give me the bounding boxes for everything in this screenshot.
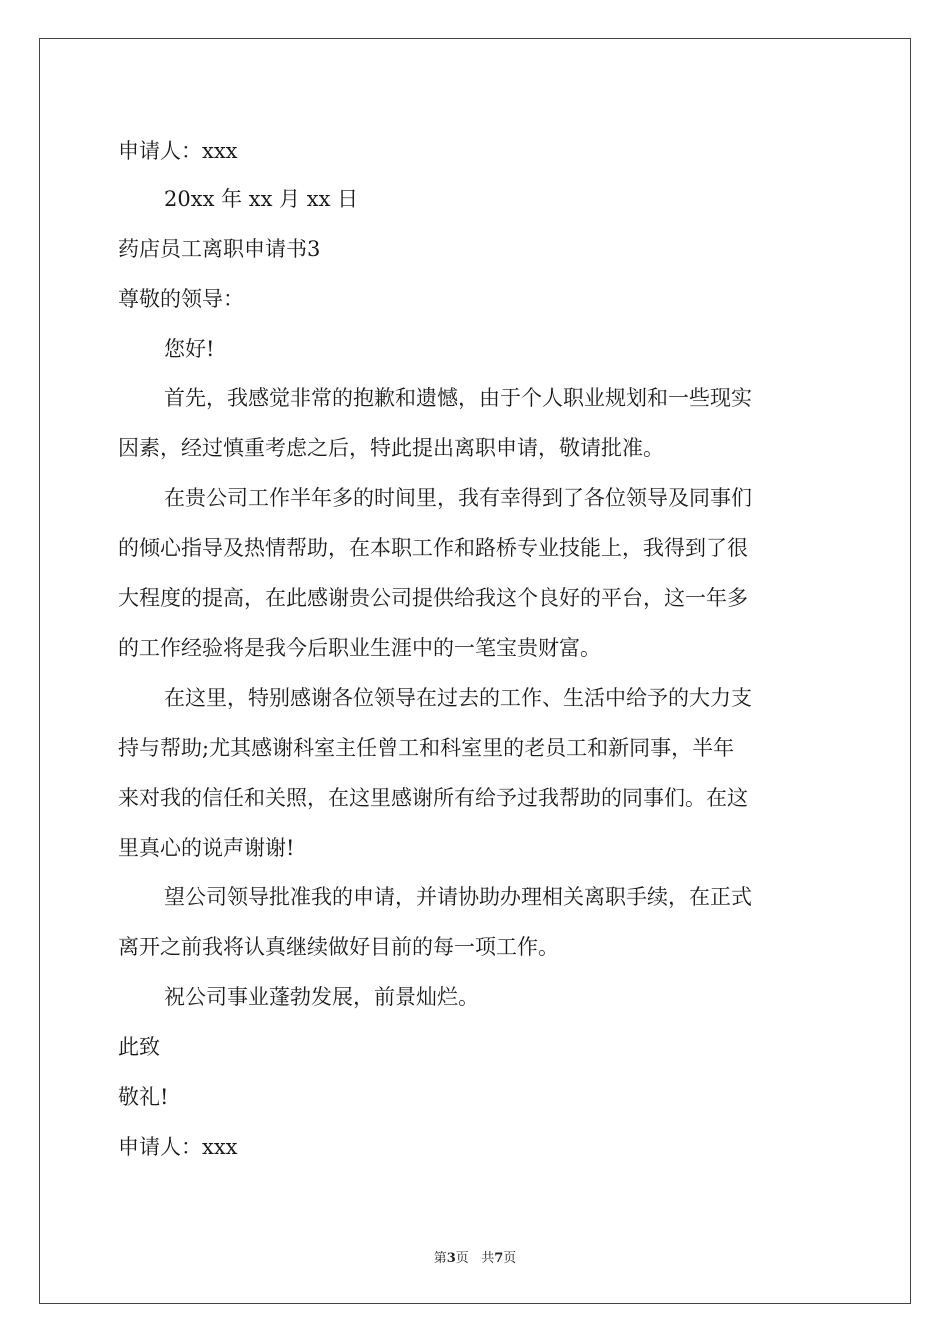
footer-page-prefix: 第 (433, 1251, 447, 1266)
body-line: 离开之前我将认真继续做好目前的每一项工作。 (118, 935, 559, 959)
body-line: 来对我的信任和关照，在这里感谢所有给予过我帮助的同事们。在这 (118, 786, 748, 810)
greeting: 您好! (164, 337, 215, 361)
footer-page-suffix: 页 (455, 1251, 469, 1266)
footer-total-suffix: 页 (503, 1251, 517, 1266)
body-line: 望公司领导批准我的申请，并请协助办理相关离职手续，在正式 (164, 885, 752, 909)
footer-total-prefix: 共 (481, 1251, 495, 1266)
body-line: 的倾心指导及热情帮助，在本职工作和路桥专业技能上，我得到了很 (118, 536, 748, 560)
body-line: 首先，我感觉非常的抱歉和遗憾，由于个人职业规划和一些现实 (164, 386, 752, 410)
footer-page-number: 3 (446, 1251, 456, 1266)
body-line: 祝公司事业蓬勃发展，前景灿烂。 (164, 985, 479, 1009)
salutation: 尊敬的领导： (118, 287, 244, 311)
footer-total-number: 7 (494, 1251, 504, 1266)
signature: 申请人：xxx (118, 1135, 238, 1159)
body-line: 大程度的提高，在此感谢贵公司提供给我这个良好的平台，这一年多 (118, 586, 748, 610)
body-line: 的工作经验将是我今后职业生涯中的一笔宝贵财富。 (118, 636, 601, 660)
page-footer (0, 1247, 950, 1266)
body-line: 在这里，特别感谢各位领导在过去的工作、生活中给予的大力支 (164, 686, 752, 710)
body-line: 里真心的说声谢谢! (118, 836, 295, 860)
letter-title: 药店员工离职申请书3 (118, 237, 321, 261)
applicant-line-top: 申请人：xxx (118, 139, 238, 163)
body-line: 持与帮助;尤其感谢科室主任曾工和科室里的老员工和新同事，半年 (118, 736, 735, 760)
body-line: 因素，经过慎重考虑之后，特此提出离职申请，敬请批准。 (118, 436, 664, 460)
closing-jingli: 敬礼! (118, 1085, 169, 1109)
closing-cizhi: 此致 (118, 1035, 160, 1059)
page-border (39, 38, 911, 1304)
date-line: 20xx 年 xx 月 xx 日 (164, 187, 359, 211)
body-line: 在贵公司工作半年多的时间里，我有幸得到了各位领导及同事们 (164, 486, 752, 510)
